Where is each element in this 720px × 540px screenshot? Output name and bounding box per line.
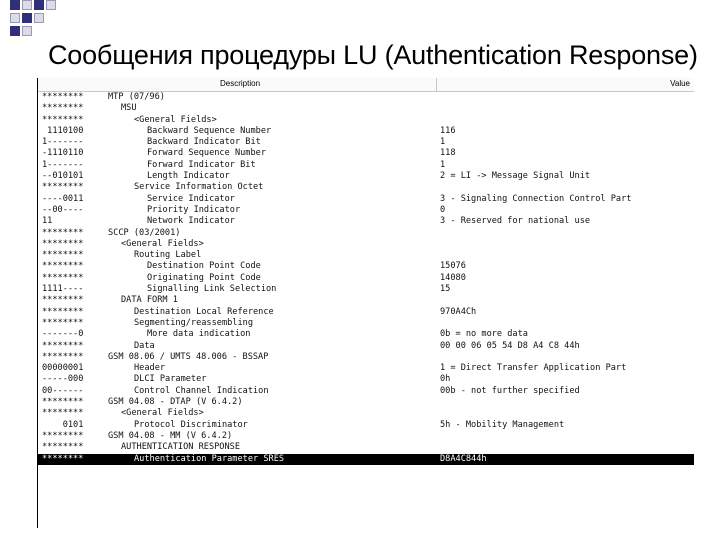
- row-bits: ********: [42, 408, 84, 419]
- row-description: Authentication Parameter SRES: [134, 453, 285, 464]
- row-bits: 0101: [42, 419, 84, 430]
- row-bits: 1110100: [42, 125, 84, 136]
- corner-decoration: [0, 0, 56, 40]
- table-row[interactable]: [38, 307, 694, 318]
- table-row[interactable]: [38, 273, 694, 284]
- row-value: 116: [440, 125, 456, 136]
- row-description: Destination Local Reference: [134, 306, 274, 317]
- row-description: AUTHENTICATION RESPONSE: [121, 442, 240, 453]
- row-bits: ********: [42, 272, 84, 283]
- row-value: 2 = LI -> Message Signal Unit: [440, 171, 591, 182]
- row-bits: ********: [42, 103, 84, 114]
- row-bits: ********: [42, 182, 84, 193]
- row-bits: -1110110: [42, 148, 84, 159]
- row-bits: --00----: [42, 204, 84, 215]
- row-description: <General Fields>: [121, 408, 204, 419]
- row-bits: ********: [42, 250, 84, 261]
- column-separator: [436, 78, 437, 91]
- row-description: Service Indicator: [147, 193, 235, 204]
- row-bits: -------0: [42, 329, 84, 340]
- row-description: Originating Point Code: [147, 272, 261, 283]
- row-bits: ********: [42, 238, 84, 249]
- row-bits: -----000: [42, 374, 84, 385]
- row-description: GSM 08.06 / UMTS 48.006 - BSSAP: [108, 351, 269, 362]
- table-row[interactable]: [38, 374, 694, 385]
- row-bits: ********: [42, 261, 84, 272]
- row-bits: ********: [42, 397, 84, 408]
- table-row[interactable]: [38, 363, 694, 374]
- row-bits: ********: [42, 340, 84, 351]
- table-row[interactable]: [38, 171, 694, 182]
- row-description: Backward Indicator Bit: [147, 137, 261, 148]
- table-row[interactable]: [38, 92, 694, 103]
- row-value: 3 - Reserved for national use: [440, 216, 591, 227]
- table-row[interactable]: [38, 160, 694, 171]
- table-row[interactable]: [38, 137, 694, 148]
- row-bits: ********: [42, 114, 84, 125]
- row-value: 00b - not further specified: [440, 385, 580, 396]
- row-value: 3 - Signaling Connection Control Part: [440, 193, 632, 204]
- row-value: 0h: [440, 374, 451, 385]
- row-description: More data indication: [147, 329, 251, 340]
- table-row[interactable]: [38, 341, 694, 352]
- row-bits: ----0011: [42, 193, 84, 204]
- row-value: 1: [440, 159, 446, 170]
- table-row[interactable]: [38, 352, 694, 363]
- row-description: Protocol Discriminator: [134, 419, 248, 430]
- row-description: SCCP (03/2001): [108, 227, 181, 238]
- table-row[interactable]: [38, 126, 694, 137]
- table-row[interactable]: [38, 239, 694, 250]
- table-row[interactable]: [38, 420, 694, 431]
- row-description: Destination Point Code: [147, 261, 261, 272]
- row-bits: ********: [42, 295, 84, 306]
- table-header: [38, 78, 694, 92]
- table-row[interactable]: [38, 216, 694, 227]
- row-value: 14080: [440, 272, 466, 283]
- row-description: Network Indicator: [147, 216, 235, 227]
- row-description: GSM 04.08 - MM (V 6.4.2): [108, 430, 233, 441]
- row-value: 1 = Direct Transfer Application Part: [440, 363, 627, 374]
- row-description: Forward Indicator Bit: [147, 159, 256, 170]
- row-description: GSM 04.08 - DTAP (V 6.4.2): [108, 397, 243, 408]
- row-description: Header: [134, 363, 166, 374]
- decode-rows: [38, 92, 694, 465]
- table-row[interactable]: [38, 182, 694, 193]
- table-row[interactable]: [38, 250, 694, 261]
- row-description: Signalling Link Selection: [147, 284, 277, 295]
- row-value: 970A4Ch: [440, 306, 477, 317]
- row-description: Priority Indicator: [147, 204, 241, 215]
- table-row[interactable]: [38, 397, 694, 408]
- row-description: <General Fields>: [134, 114, 217, 125]
- row-description: <General Fields>: [121, 238, 204, 249]
- row-value: 15: [440, 284, 451, 295]
- row-description: MSU: [121, 103, 137, 114]
- table-row[interactable]: [38, 295, 694, 306]
- row-bits: 1111----: [42, 284, 84, 295]
- row-bits: ********: [42, 453, 84, 464]
- row-bits: 1-------: [42, 137, 84, 148]
- table-row[interactable]: [38, 318, 694, 329]
- row-description: Control Channel Indication: [134, 385, 269, 396]
- row-description: Backward Sequence Number: [147, 125, 272, 136]
- table-row[interactable]: [38, 148, 694, 159]
- row-bits: ********: [42, 317, 84, 328]
- row-value: 1: [440, 137, 446, 148]
- table-row[interactable]: [38, 115, 694, 126]
- row-value: 0: [440, 204, 446, 215]
- row-bits: 00------: [42, 385, 84, 396]
- row-bits: 00000001: [42, 363, 84, 374]
- table-row[interactable]: [38, 386, 694, 397]
- row-bits: 1-------: [42, 159, 84, 170]
- table-row[interactable]: [38, 205, 694, 216]
- table-row[interactable]: [38, 103, 694, 114]
- row-bits: ********: [42, 351, 84, 362]
- row-description: Forward Sequence Number: [147, 148, 266, 159]
- table-row[interactable]: [38, 329, 694, 340]
- row-bits: 11: [42, 216, 53, 227]
- row-bits: ********: [42, 430, 84, 441]
- row-value: 118: [440, 148, 456, 159]
- table-row[interactable]: [38, 431, 694, 442]
- row-bits: ********: [42, 442, 84, 453]
- row-description: MTP (07/96): [108, 92, 165, 102]
- row-description: DATA FORM 1: [121, 295, 178, 306]
- row-description: Segmenting/reassembling: [134, 317, 253, 328]
- row-description: Service Information Octet: [134, 182, 264, 193]
- table-row[interactable]: [38, 408, 694, 419]
- row-bits: --010101: [42, 171, 84, 182]
- table-row[interactable]: [38, 228, 694, 239]
- row-description: DLCI Parameter: [134, 374, 207, 385]
- row-bits: ********: [42, 92, 84, 102]
- row-value: 5h - Mobility Management: [440, 419, 565, 430]
- protocol-decode-panel[interactable]: [37, 78, 694, 528]
- slide-title: Сообщения процедуры LU (Authentication Response): [48, 40, 698, 70]
- table-row[interactable]: [38, 284, 694, 295]
- row-description: Data: [134, 340, 155, 351]
- column-header-description[interactable]: Description: [220, 79, 261, 88]
- table-row[interactable]: [38, 261, 694, 272]
- table-row[interactable]: [38, 442, 694, 453]
- row-bits: ********: [42, 306, 84, 317]
- row-value: 0b = no more data: [440, 329, 528, 340]
- row-value: D8A4C844h: [440, 453, 487, 464]
- column-header-value[interactable]: Value: [670, 79, 690, 88]
- row-value: 15076: [440, 261, 466, 272]
- row-value: 00 00 06 05 54 D8 A4 C8 44h: [440, 340, 580, 351]
- table-row[interactable]: [38, 194, 694, 205]
- row-description: Length Indicator: [147, 171, 230, 182]
- row-bits: ********: [42, 227, 84, 238]
- row-description: Routing Label: [134, 250, 202, 261]
- table-row[interactable]: [38, 454, 694, 465]
